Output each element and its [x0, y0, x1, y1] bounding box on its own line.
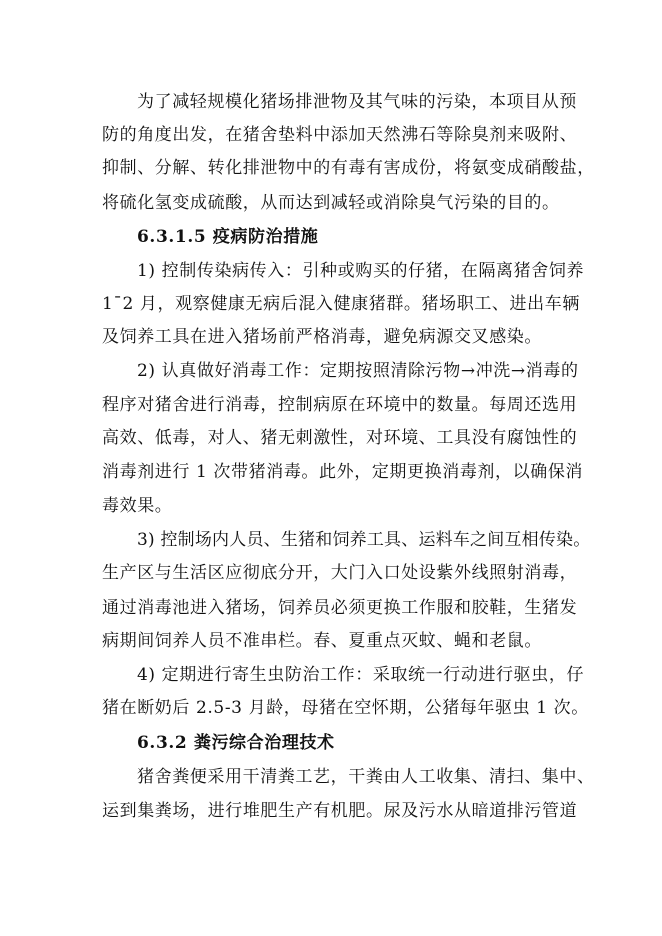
section-heading: 6.3.2 粪污综合治理技术 [137, 733, 335, 753]
paragraph-line: 为了减轻规模化猪场排泄物及其气味的污染，本项目从预 [137, 92, 577, 112]
paragraph-line: 4) 定期进行寄生虫防治工作：采取统一行动进行驱虫，仔 [137, 665, 585, 685]
paragraph-line: 病期间饲养人员不准串栏。春、夏重点灭蚊、蝇和老鼠。 [102, 631, 542, 651]
paragraph-line: 及饲养工具在进入猪场前严格消毒，避免病源交叉感染。 [102, 327, 542, 347]
paragraph-line: 抑制、分解、转化排泄物中的有毒有害成份，将氨变成硝酸盐， [102, 158, 595, 178]
paragraph-line: 3) 控制场内人员、生猪和饲养工具、运料车之间互相传染。 [137, 530, 591, 550]
paragraph-line: 1¯2 月，观察健康无病后混入健康猪群。猪场职工、进出车辆 [102, 294, 580, 314]
paragraph-line: 高效、低毒，对人、猪无刺激性，对环境、工具没有腐蚀性的 [102, 428, 578, 448]
paragraph-line: 2) 认真做好消毒工作：定期按照清除污物→冲洗→消毒的 [137, 361, 579, 381]
paragraph-line: 防的角度出发，在猪舍垫料中添加天然沸石等除臭剂来吸附、 [102, 125, 578, 145]
paragraph-line: 通过消毒池进入猪场，饲养员必须更换工作服和胶鞋，生猪发 [102, 598, 578, 618]
paragraph-line: 猪在断奶后 2.5-3 月龄，母猪在空怀期，公猪每年驱虫 1 次。 [102, 698, 589, 718]
section-heading: 6.3.1.5 疫病防治措施 [137, 227, 319, 247]
paragraph-line: 程序对猪舍进行消毒，控制病原在环境中的数量。每周还选用 [102, 395, 578, 415]
paragraph-line: 猪舍粪便采用干清粪工艺，干粪由人工收集、清扫、集中、 [137, 767, 595, 787]
paragraph-line: 毒效果。 [102, 496, 173, 516]
paragraph-line: 1) 控制传染病传入：引种或购买的仔猪，在隔离猪舍饲养 [137, 261, 585, 281]
paragraph-line: 运到集粪场，进行堆肥生产有机肥。尿及污水从暗道排污管道 [102, 801, 578, 821]
paragraph-line: 消毒剂进行 1 次带猪消毒。此外，定期更换消毒剂，以确保消 [102, 462, 584, 482]
paragraph-line: 生产区与生活区应彻底分开，大门入口处设紫外线照射消毒， [102, 563, 578, 583]
paragraph-line: 将硫化氢变成硫酸，从而达到减轻或消除臭气污染的目的。 [102, 193, 560, 213]
